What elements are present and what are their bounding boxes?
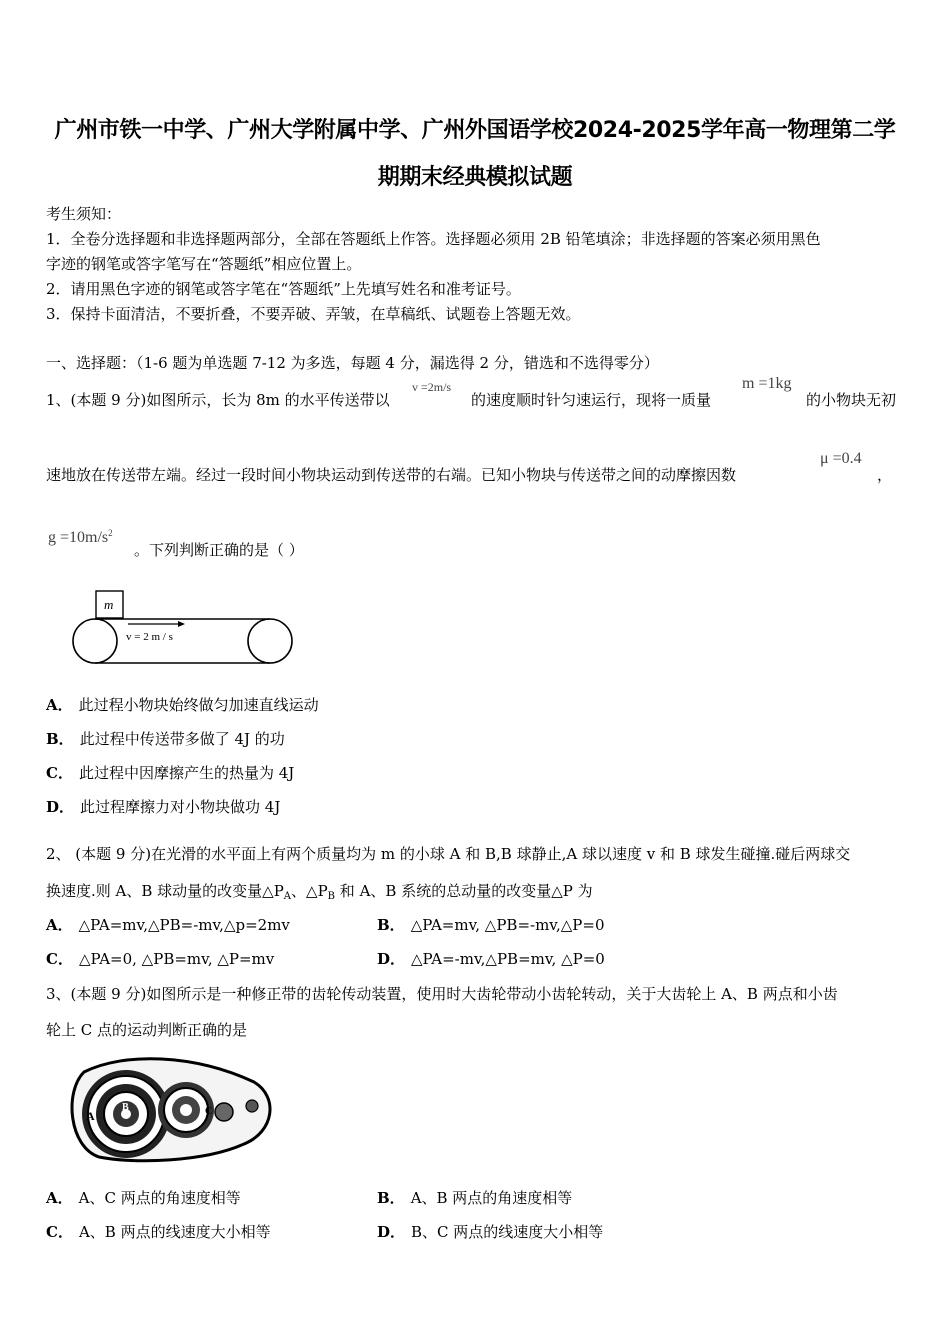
- q2-sub-a: A: [283, 891, 292, 902]
- q2-option-c-letter: C．: [46, 950, 73, 968]
- q3-option-d-text: B、C 两点的线速度大小相等: [411, 1223, 604, 1241]
- q1-text-part2: 的速度顺时针匀速运行，现将一质量: [471, 391, 712, 409]
- q1-text-part3: 的小物块无初: [806, 391, 897, 409]
- q1-left-pulley: [73, 619, 117, 663]
- notice-item-3: 3．保持卡面清洁，不要折叠，不要弄破、弄皱，在草稿纸、试题卷上答题无效。: [46, 305, 581, 323]
- q1-option-c: [46, 762, 294, 783]
- q3-label-a: A: [86, 1109, 95, 1123]
- q2-option-c-text: △PA=0, △PB=mv, △P=mv: [78, 950, 275, 968]
- q3-option-c: [46, 1221, 271, 1242]
- q1-formula-mass: m =1kg: [742, 375, 792, 392]
- q1-option-a-letter: A．: [46, 696, 73, 714]
- q2-text-line2-c: 和 A、B 系统的总动量的改变量△P 为: [335, 882, 593, 900]
- q1-option-b-letter: B．: [46, 730, 74, 748]
- section-heading: 一、选择题：（1-6 题为单选题 7-12 为多选，每题 4 分，漏选得 2 分，错选和不选得零分）: [46, 354, 659, 372]
- q3-option-d-letter: D．: [377, 1223, 406, 1241]
- q1-option-c-text: 此过程中因摩擦产生的热量为 4J: [78, 764, 295, 782]
- q1-formula-velocity: v =2m/s: [412, 380, 452, 394]
- q1-option-a-text: 此过程小物块始终做匀加速直线运动: [78, 696, 319, 714]
- q3-label-b: B: [122, 1102, 129, 1113]
- q1-text-part1: 1、(本题 9 分)如图所示，长为 8m 的水平传送带以: [46, 391, 390, 409]
- q1-option-d-text: 此过程摩擦力对小物块做功 4J: [80, 798, 281, 816]
- q3-option-c-letter: C．: [46, 1223, 73, 1241]
- q1-formula-gravity-exponent: 2: [108, 528, 113, 538]
- q2-sub-b: B: [327, 891, 336, 902]
- q2-option-b-text: △PA=mv, △PB=-mv,△P=0: [410, 916, 605, 934]
- q3-option-b-text: A、B 两点的角速度相等: [410, 1189, 573, 1207]
- q2-option-d-letter: D．: [377, 950, 406, 968]
- q3-label-c: C: [205, 1106, 213, 1117]
- q1-right-pulley: [248, 619, 292, 663]
- q2-option-a-text: △PA=mv,△PB=-mv,△p=2mv: [78, 916, 290, 934]
- q1-conveyor-figure: [66, 588, 298, 670]
- q1-option-c-letter: C．: [46, 764, 73, 782]
- q1-option-b: [46, 728, 285, 749]
- q2-option-b-letter: B．: [377, 916, 405, 934]
- q2-text-line2-a: 换速度.则 A、B 球动量的改变量△P: [46, 882, 284, 900]
- q2-text-line2: [46, 880, 593, 902]
- q2-option-d-text: △PA=-mv,△PB=mv, △P=0: [411, 950, 605, 968]
- q2-option-a: [46, 914, 290, 935]
- notice-item-1-line2: 字迹的钢笔或答字笔写在“答题纸”相应位置上。: [46, 255, 362, 273]
- q2-option-b: [377, 914, 605, 935]
- q1-formula-gravity: [48, 528, 113, 547]
- notice-heading: 考生须知：: [46, 205, 122, 223]
- page-title-line1: 广州市铁一中学、广州大学附属中学、广州外国语学校2024-2025学年高一物理第二学: [54, 118, 896, 143]
- notice-item-2: 2．请用黑色字迹的钢笔或答字笔在“答题纸”上先填写姓名和准考证号。: [46, 280, 521, 298]
- q3-large-gear: [82, 1070, 170, 1158]
- q2-option-a-letter: A．: [46, 916, 73, 934]
- q3-option-b-letter: B．: [377, 1189, 405, 1207]
- q1-option-a: [46, 694, 319, 715]
- q1-block-label: m: [104, 597, 114, 612]
- q3-text-line1: 3、(本题 9 分)如图所示是一种修正带的齿轮传动装置，使用时大齿轮带动小齿轮转动，关于大齿轮上 A、B 两点和小齿: [46, 985, 838, 1003]
- q3-option-a-text: A、C 两点的角速度相等: [78, 1189, 241, 1207]
- q1-option-d-letter: D．: [46, 798, 75, 816]
- q1-text-line2: 速地放在传送带左端。经过一段时间小物块运动到传送带的右端。已知小物块与传送带之间的动摩擦因数: [46, 466, 737, 484]
- page-title-line2: 期期末经典模拟试题: [377, 165, 573, 190]
- q1-formula-gravity-base: g =10m/s: [48, 529, 109, 546]
- q1-velocity-arrowhead: [178, 621, 185, 627]
- q1-option-b-text: 此过程中传送带多做了 4J 的功: [79, 730, 285, 748]
- q2-option-d: [377, 948, 605, 969]
- notice-item-1-line1: 1．全卷分选择题和非选择题两部分，全部在答题纸上作答。选择题必须用 2B 铅笔填涂；非选择题的答案必须用黑色: [46, 230, 821, 248]
- q3-spindle-small: [246, 1100, 258, 1112]
- q2-text-line1: 2、 (本题 9 分)在光滑的水平面上有两个质量均为 m 的小球 A 和 B,B 球静止,A 球以速度 v 和 B 球发生碰撞.碰后两球交: [46, 845, 851, 863]
- q3-option-a: [46, 1187, 241, 1208]
- q3-option-a-letter: A．: [46, 1189, 73, 1207]
- q1-text-line3: 。下列判断正确的是（ ）: [134, 541, 304, 559]
- q1-formula-friction: μ =0.4: [820, 450, 862, 467]
- q3-option-c-text: A、B 两点的线速度大小相等: [78, 1223, 271, 1241]
- q3-option-d: [377, 1221, 603, 1242]
- q3-text-line2: 轮上 C 点的运动判断正确的是: [46, 1021, 248, 1039]
- q3-spindle: [215, 1103, 233, 1121]
- q1-velocity-label: v = 2 m / s: [126, 631, 173, 643]
- q2-text-line2-b: 、△P: [291, 882, 328, 900]
- q1-text-line2-end: ，: [877, 466, 893, 484]
- q2-option-c: [46, 948, 274, 969]
- q1-option-d: [46, 796, 280, 817]
- q3-gear-figure: [64, 1052, 276, 1168]
- q3-option-b: [377, 1187, 572, 1208]
